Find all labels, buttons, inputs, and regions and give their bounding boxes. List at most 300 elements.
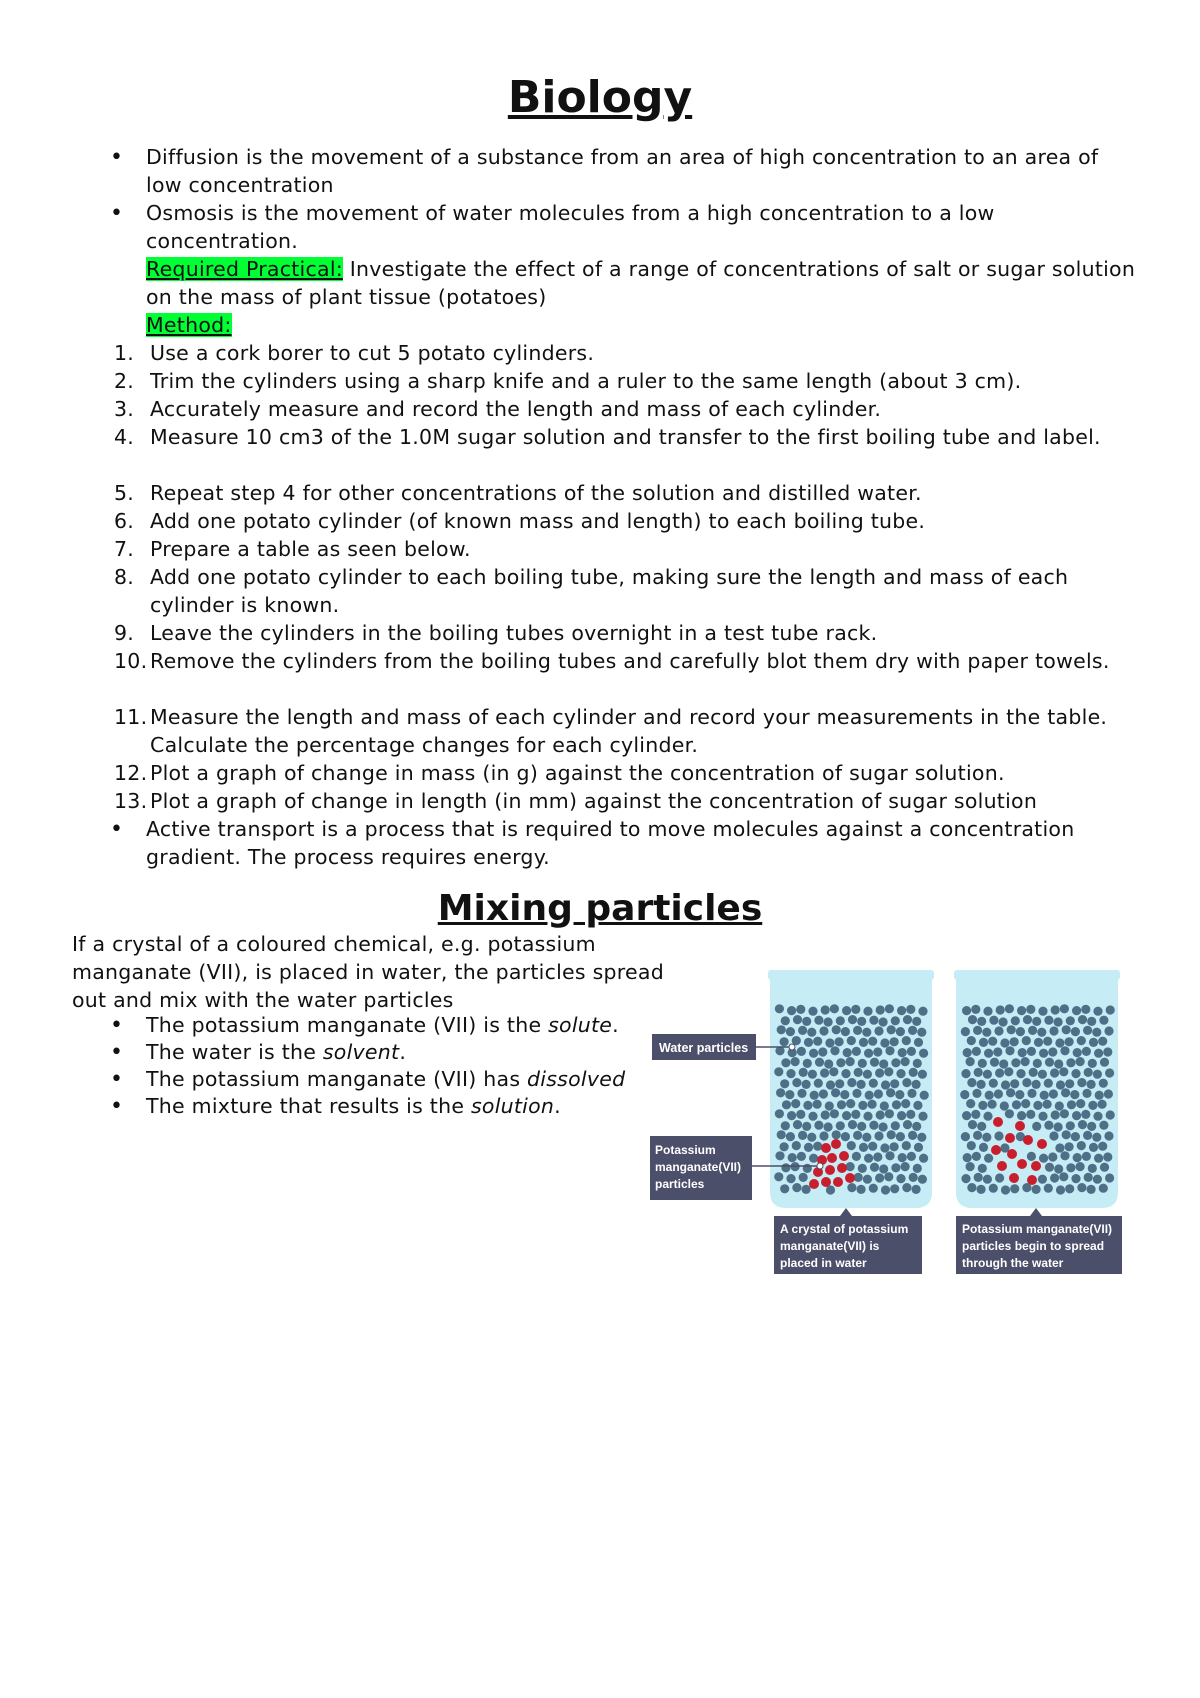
water-particle — [908, 1131, 917, 1140]
step-number: 6. — [114, 509, 135, 533]
water-particle — [1022, 1078, 1031, 1087]
water-particle — [1084, 1068, 1093, 1077]
water-particle — [880, 1143, 889, 1152]
water-particle — [1040, 1091, 1049, 1100]
water-particle — [1087, 1080, 1096, 1089]
step-text: Add one potato cylinder to each boiling tube, making sure the length and mass of each cylinder is known. — [150, 565, 1069, 617]
step-number: 10. — [114, 649, 148, 673]
water-particle — [1054, 1122, 1063, 1131]
water-particle — [781, 1016, 790, 1025]
potassium-manganate-particle — [1007, 1149, 1017, 1159]
water-particle — [842, 1111, 851, 1120]
water-particle — [820, 1068, 829, 1077]
water-particle — [1029, 1068, 1038, 1077]
step-text: Trim the cylinders using a sharp knife and a ruler to the same length (about 3 cm). — [150, 369, 1022, 393]
water-particle — [983, 1007, 992, 1016]
water-particle — [852, 1152, 861, 1161]
water-particle — [918, 1112, 927, 1121]
water-particle — [813, 1142, 822, 1151]
water-particle — [874, 1089, 883, 1098]
water-particle — [913, 1101, 922, 1110]
water-particle — [1082, 1152, 1091, 1161]
water-particle — [804, 1143, 813, 1152]
water-particle — [803, 1101, 812, 1110]
water-particle — [1066, 1016, 1075, 1025]
potassium-manganate-particle — [839, 1151, 849, 1161]
water-particle — [818, 1047, 827, 1056]
water-particle — [868, 1142, 877, 1151]
water-particle — [902, 1141, 911, 1150]
water-particle — [1067, 1100, 1076, 1109]
water-particle — [1105, 1173, 1114, 1182]
water-particle — [858, 1164, 867, 1173]
water-particle — [835, 1037, 844, 1046]
water-particle — [982, 1028, 991, 1037]
water-particle — [913, 1059, 922, 1068]
water-particle — [1050, 1173, 1059, 1182]
mixing-paragraph: If a crystal of a coloured chemical, e.g. potassium manganate (VII), is placed in water, the particles spread out and mix with the water particles — [72, 932, 664, 1012]
water-particle — [1060, 1151, 1069, 1160]
water-particle — [1018, 1048, 1027, 1057]
step-text: Plot a graph of change in length (in mm) against the concentration of sugar solution — [150, 789, 1038, 813]
caption-left — [774, 1208, 922, 1274]
water-particle — [864, 1049, 873, 1058]
potassium-manganate-particle — [837, 1163, 847, 1173]
water-particle — [1098, 1142, 1107, 1151]
water-particle — [1092, 1028, 1101, 1037]
water-particle — [978, 1164, 987, 1173]
water-particle — [1059, 1172, 1068, 1181]
water-particle — [978, 1101, 987, 1110]
diffusion-bullet: Diffusion is the movement of a substance from an area of high concentration to an area of low concentration — [146, 145, 1099, 197]
water-particle — [879, 1164, 888, 1173]
water-particle — [1073, 1048, 1082, 1057]
water-particle — [1032, 1185, 1041, 1194]
step-text: Measure 10 cm3 of the 1.0M sugar solution and transfer to the first boiling tube and label. — [150, 425, 1101, 449]
water-particle — [1087, 1185, 1096, 1194]
water-particle — [873, 1047, 882, 1056]
step-number: 12. — [114, 761, 148, 785]
water-particle — [1081, 1005, 1090, 1014]
water-particle — [1054, 1059, 1063, 1068]
water-particle — [846, 1099, 855, 1108]
water-particle — [819, 1026, 828, 1035]
water-particle — [917, 1133, 926, 1142]
water-particle — [961, 1174, 970, 1183]
water-particle — [1100, 1163, 1109, 1172]
svg-text:Water particles: Water particles — [659, 1041, 749, 1055]
svg-text:A crystal of potassium: A crystal of potassium manganate(VII) is placed in water — [780, 1222, 909, 1270]
water-particle — [966, 1162, 975, 1171]
water-particle — [996, 1005, 1005, 1014]
water-particle — [898, 1153, 907, 1162]
water-particle — [1026, 1005, 1035, 1014]
water-particle — [775, 1109, 784, 1118]
water-particle — [973, 1131, 982, 1140]
water-particle — [1077, 1036, 1086, 1045]
water-particle — [890, 1037, 899, 1046]
water-particle — [1077, 1141, 1086, 1150]
water-particle — [1098, 1100, 1107, 1109]
water-particle — [993, 1047, 1002, 1056]
water-particle — [1099, 1079, 1108, 1088]
water-particle — [1092, 1133, 1101, 1142]
water-particle — [780, 1037, 789, 1046]
water-particle — [1039, 1154, 1048, 1163]
water-particle — [1106, 1005, 1115, 1014]
water-particle — [901, 1099, 910, 1108]
water-particle — [798, 1026, 807, 1035]
water-particle — [1038, 1070, 1047, 1079]
water-particle — [901, 1057, 910, 1066]
bullet-icon — [110, 143, 130, 172]
water-particle — [1077, 1183, 1086, 1192]
step-number: 1. — [114, 341, 135, 365]
step-text: Plot a graph of change in mass (in g) against the concentration of sugar solution. — [150, 761, 1005, 785]
water-particle — [985, 1091, 994, 1100]
water-particle — [890, 1142, 899, 1151]
step-number: 4. — [114, 425, 135, 449]
water-particle — [1099, 1121, 1108, 1130]
water-particle — [857, 1185, 866, 1194]
water-particle — [908, 1026, 917, 1035]
water-particle — [781, 1058, 790, 1067]
water-particle — [961, 1132, 970, 1141]
water-particle — [846, 1057, 855, 1066]
water-particle — [885, 1004, 894, 1013]
water-particle — [854, 1068, 863, 1077]
water-particle — [1006, 1088, 1015, 1097]
water-particle — [1037, 1028, 1046, 1037]
water-particle — [863, 1070, 872, 1079]
water-particle — [832, 1130, 841, 1139]
water-particle — [780, 1184, 789, 1193]
water-particle — [808, 1070, 817, 1079]
water-particle — [1015, 1090, 1024, 1099]
water-particle — [887, 1025, 896, 1034]
water-particle — [836, 1121, 845, 1130]
water-particle — [835, 1079, 844, 1088]
water-particle — [891, 1016, 900, 1025]
water-particle — [807, 1028, 816, 1037]
water-particle — [891, 1163, 900, 1172]
water-particle — [821, 1005, 830, 1014]
water-particle — [1103, 1152, 1112, 1161]
water-particle — [1044, 1121, 1053, 1130]
water-particle — [971, 1110, 980, 1119]
water-particle — [803, 1164, 812, 1173]
water-particle — [903, 1120, 912, 1129]
water-particle — [892, 1100, 901, 1109]
water-particle — [1033, 1101, 1042, 1110]
water-particle — [994, 1026, 1003, 1035]
water-particle — [1103, 1047, 1112, 1056]
water-particle — [1082, 1089, 1091, 1098]
water-particle — [879, 1122, 888, 1131]
water-particle — [967, 1036, 976, 1045]
water-particle — [1066, 1121, 1075, 1130]
water-particle — [1016, 1027, 1025, 1036]
water-particle — [1071, 1069, 1080, 1078]
water-particle — [1093, 1070, 1102, 1079]
water-particle — [793, 1015, 802, 1024]
water-particle — [1044, 1079, 1053, 1088]
step-number: 3. — [114, 397, 135, 421]
water-particle — [1005, 1004, 1014, 1013]
step-text: Use a cork borer to cut 5 potato cylinders. — [150, 341, 595, 365]
water-particle — [879, 1059, 888, 1068]
water-particle — [1023, 1015, 1032, 1024]
water-particle — [989, 1016, 998, 1025]
water-particle — [914, 1143, 923, 1152]
water-particle — [918, 1070, 927, 1079]
water-particle — [874, 1026, 883, 1035]
water-particle — [1049, 1131, 1058, 1140]
water-particle — [1093, 1007, 1102, 1016]
step-number: 9. — [114, 621, 135, 645]
water-particle — [875, 1173, 884, 1182]
water-particle — [796, 1005, 805, 1014]
water-particle — [1076, 1099, 1085, 1108]
water-particle — [870, 1163, 879, 1172]
water-particle — [1010, 1037, 1019, 1046]
water-particle — [1048, 1152, 1057, 1161]
water-particle — [902, 1183, 911, 1192]
water-particle — [909, 1068, 918, 1077]
svg-text:Potassium manganate(VII): Potassium manganate(VII) particles begin to spread through the water — [962, 1222, 1113, 1270]
water-particle — [814, 1079, 823, 1088]
water-particle — [799, 1173, 808, 1182]
water-particle — [851, 1005, 860, 1014]
water-particle — [1089, 1143, 1098, 1152]
water-particle — [966, 1057, 975, 1066]
water-particle — [1088, 1059, 1097, 1068]
water-particle — [1076, 1057, 1085, 1066]
potassium-manganate-particle — [821, 1143, 831, 1153]
water-particle — [979, 1143, 988, 1152]
water-particle — [962, 1006, 971, 1015]
water-particle — [785, 1090, 794, 1099]
water-particle — [1011, 1016, 1020, 1025]
water-particle — [799, 1068, 808, 1077]
water-particle — [836, 1016, 845, 1025]
active-transport-bullet: Active transport is a process that is required to move molecules against a concentration gradient. The process requires energy. — [146, 817, 1075, 869]
bullet-icon — [110, 1012, 130, 1039]
water-particle — [781, 1121, 790, 1130]
water-particle — [896, 1132, 905, 1141]
potassium-manganate-particle — [1005, 1133, 1015, 1143]
water-particle — [967, 1078, 976, 1087]
water-particle — [1048, 1047, 1057, 1056]
water-particle — [875, 1068, 884, 1077]
water-particle — [857, 1017, 866, 1026]
water-particle — [852, 1089, 861, 1098]
water-particle — [884, 1067, 893, 1076]
water-particle — [917, 1028, 926, 1037]
water-particle — [886, 1088, 895, 1097]
water-particle — [802, 1185, 811, 1194]
water-particle — [1093, 1175, 1102, 1184]
water-particle — [1038, 1007, 1047, 1016]
water-particle — [819, 1131, 828, 1140]
water-particle — [994, 1131, 1003, 1140]
water-particle — [1050, 1068, 1059, 1077]
water-particle — [1104, 1131, 1113, 1140]
water-particle — [1066, 1163, 1075, 1172]
water-particle — [885, 1109, 894, 1118]
list-item: The mixture that results is the solution. — [146, 1094, 561, 1118]
water-particle — [1051, 1005, 1060, 1014]
water-particle — [960, 1090, 969, 1099]
step-number: 7. — [114, 537, 135, 561]
water-particle — [780, 1079, 789, 1088]
water-particle — [865, 1091, 874, 1100]
water-particle — [791, 1057, 800, 1066]
water-particle — [1073, 1153, 1082, 1162]
water-particle — [1078, 1120, 1087, 1129]
water-particle — [913, 1164, 922, 1173]
water-particle — [797, 1047, 806, 1056]
water-particle — [1088, 1164, 1097, 1173]
water-particle — [1104, 1026, 1113, 1035]
water-particle — [1038, 1112, 1047, 1121]
water-particle — [907, 1152, 916, 1161]
water-particle — [1032, 1017, 1041, 1026]
water-particle — [1010, 1184, 1019, 1193]
water-particle — [896, 1069, 905, 1078]
water-particle — [1088, 1101, 1097, 1110]
water-particle — [1004, 1067, 1013, 1076]
step-text: Add one potato cylinder (of known mass and length) to each boiling tube. — [150, 509, 926, 533]
water-particle — [808, 1112, 817, 1121]
water-particle — [793, 1120, 802, 1129]
water-particle — [774, 1067, 783, 1076]
water-particle — [786, 1027, 795, 1036]
water-particle — [912, 1080, 921, 1089]
water-particle — [854, 1173, 863, 1182]
water-particle — [792, 1141, 801, 1150]
water-particle — [876, 1005, 885, 1014]
water-particle — [1065, 1184, 1074, 1193]
water-particle — [775, 1004, 784, 1013]
water-particle — [962, 1111, 971, 1120]
method-label: Method: — [146, 313, 232, 337]
required-practical — [146, 255, 1136, 311]
water-particle — [859, 1038, 868, 1047]
water-particle — [775, 1151, 784, 1160]
water-particle — [786, 1132, 795, 1141]
water-particle — [862, 1133, 871, 1142]
water-particle — [851, 1110, 860, 1119]
water-particle — [802, 1122, 811, 1131]
water-particle — [968, 1015, 977, 1024]
water-particle — [977, 1185, 986, 1194]
water-particle — [880, 1038, 889, 1047]
potassium-manganate-particle — [1037, 1139, 1047, 1149]
water-particle — [813, 1037, 822, 1046]
water-particle — [906, 1005, 915, 1014]
water-particle — [984, 1154, 993, 1163]
water-particle — [868, 1037, 877, 1046]
water-particle — [1061, 1088, 1070, 1097]
water-particle — [1021, 1057, 1030, 1066]
water-particle — [1001, 1185, 1010, 1194]
water-particle — [814, 1016, 823, 1025]
potassium-manganate-particle — [825, 1165, 835, 1175]
water-particle — [786, 1069, 795, 1078]
water-particle — [863, 1007, 872, 1016]
list-item: The potassium manganate (VII) is the solute. — [146, 1013, 619, 1037]
section-heading-mixing: Mixing particles — [437, 888, 763, 929]
water-particle — [803, 1059, 812, 1068]
water-particle — [1060, 1004, 1069, 1013]
water-particle — [777, 1130, 786, 1139]
caption-right — [956, 1208, 1122, 1274]
water-particle — [841, 1132, 850, 1141]
water-particle — [825, 1038, 834, 1047]
water-particle — [1043, 1100, 1052, 1109]
water-particle — [847, 1036, 856, 1045]
water-particle — [966, 1099, 975, 1108]
water-particle — [841, 1027, 850, 1036]
water-particle — [1055, 1038, 1064, 1047]
water-particle — [776, 1088, 785, 1097]
water-particle — [874, 1131, 883, 1140]
step-text: Prepare a table as seen below. — [150, 537, 471, 561]
water-particle — [837, 1100, 846, 1109]
water-particle — [1022, 1036, 1031, 1045]
potassium-manganate-particle — [1031, 1161, 1041, 1171]
water-particle — [896, 1174, 905, 1183]
water-particle — [1007, 1025, 1016, 1034]
water-particle — [813, 1100, 822, 1109]
bullet-icon — [110, 199, 130, 228]
water-particle — [830, 1004, 839, 1013]
water-particle — [1062, 1130, 1071, 1139]
water-particle — [963, 1048, 972, 1057]
water-particle — [1098, 1037, 1107, 1046]
water-particle — [912, 1122, 921, 1131]
water-particle — [809, 1154, 818, 1163]
step-text: Accurately measure and record the length and mass of each cylinder. — [150, 397, 882, 421]
water-particle — [857, 1122, 866, 1131]
water-particle — [974, 1068, 983, 1077]
water-particle — [989, 1184, 998, 1193]
water-particle — [1045, 1058, 1054, 1067]
water-particle — [909, 1173, 918, 1182]
water-particle — [1055, 1143, 1064, 1152]
water-particle — [961, 1027, 970, 1036]
water-particle — [907, 1089, 916, 1098]
water-particle — [906, 1110, 915, 1119]
water-particle — [869, 1121, 878, 1130]
water-particle — [1083, 1026, 1092, 1035]
water-particle — [830, 1046, 839, 1055]
water-particle — [907, 1047, 916, 1056]
beaker-right — [954, 970, 1120, 1208]
bullet-icon — [110, 1039, 130, 1066]
water-particle — [869, 1079, 878, 1088]
water-particle — [802, 1017, 811, 1026]
water-particle — [804, 1038, 813, 1047]
water-particle — [798, 1131, 807, 1140]
water-particle — [830, 1109, 839, 1118]
water-particle — [824, 1017, 833, 1026]
water-particle — [1054, 1017, 1063, 1026]
water-particle — [857, 1080, 866, 1089]
water-particle — [967, 1141, 976, 1150]
potassium-manganate-particle — [997, 1161, 1007, 1171]
